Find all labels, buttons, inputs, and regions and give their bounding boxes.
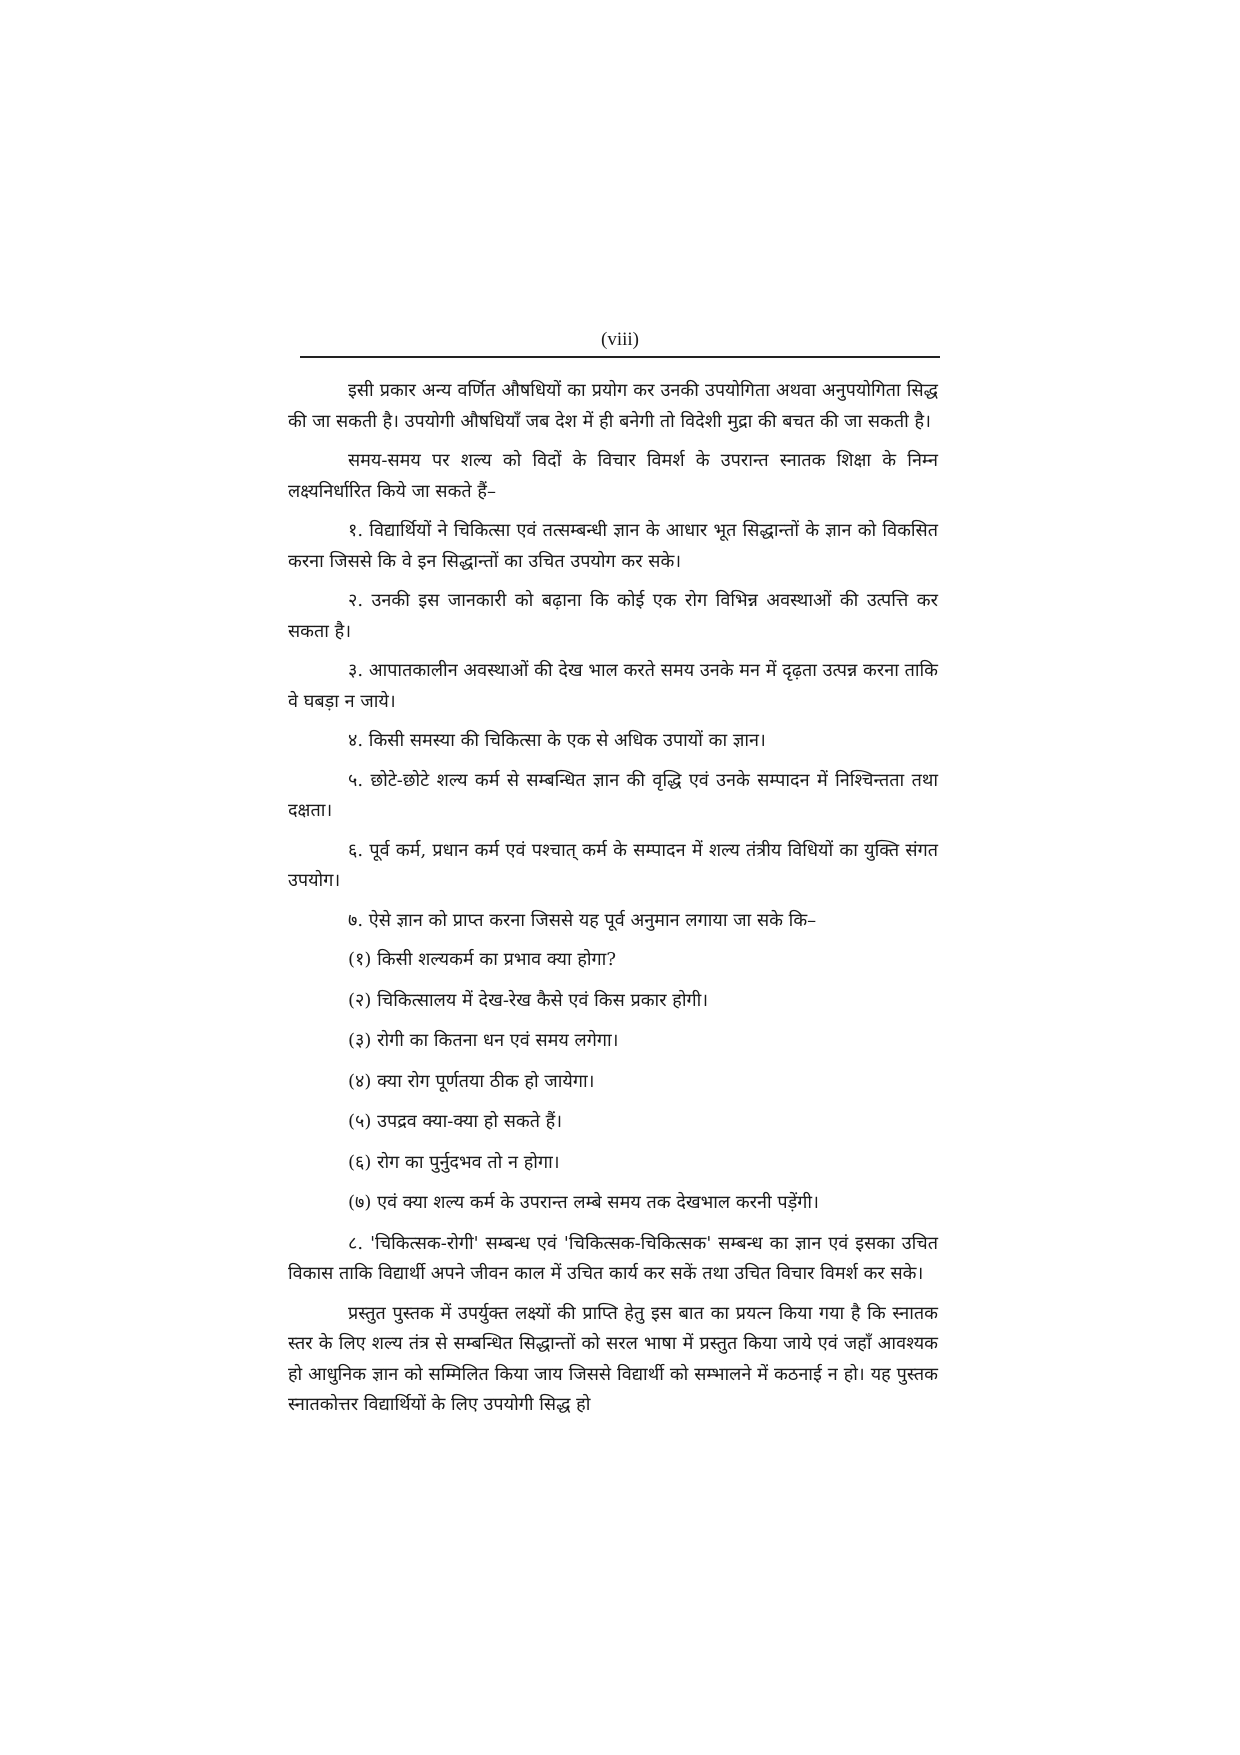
- sub-list-item: (१) किसी शल्यकर्म का प्रभाव क्या होगा?: [348, 949, 616, 970]
- list-item: ७. ऐसे ज्ञान को प्राप्त करना जिससे यह पूर्व अनुमान लगाया जा सके कि–: [348, 909, 817, 931]
- list-item: ४. किसी समस्या की चिकित्सा के एक से अधिक उपायों का ज्ञान।: [348, 730, 766, 751]
- list-item: २. उनकी इस जानकारी को बढ़ाना कि कोई एक रोग विभिन्न अवस्थाओं की उत्पत्ति कर सकता है।: [288, 590, 938, 642]
- sub-list-item: (५) उपद्रव क्या-क्या हो सकते हैं।: [348, 1111, 563, 1132]
- list-item: ८. 'चिकित्सक-रोगी' सम्बन्ध एवं 'चिकित्सक-चिकित्सक' सम्बन्ध का ज्ञान एवं इसका उचित विकास ताकि विद्यार्थी अपने जीवन काल में उचित कार्य कर सकें तथा उचित विचार विमर्श कर सके।: [288, 1232, 938, 1284]
- list-item: ६. पूर्व कर्म, प्रधान कर्म एवं पश्चात् कर्म के सम्पादन में शल्य तंत्रीय विधियों का युक्ति संगत उपयोग।: [288, 839, 938, 891]
- paragraph: समय-समय पर शल्य को विदों के विचार विमर्श के उपरान्त स्नातक शिक्षा के निम्न लक्ष्यनिर्धारित किये जा सकते हैं–: [288, 450, 938, 502]
- list-item: ३. आपातकालीन अवस्थाओं की देख भाल करते समय उनके मन में दृढ़ता उत्पन्न करना ताकि वे घबड़ा न जाये।: [288, 660, 938, 712]
- page-body: [288, 376, 938, 1430]
- list-item: १. विद्यार्थियों ने चिकित्सा एवं तत्सम्बन्धी ज्ञान के आधार भूत सिद्धान्तों के ज्ञान को विकसित करना जिससे कि वे इन सिद्धान्तों का उचित उपयोग कर सके।: [288, 520, 938, 572]
- sub-list-item: (४) क्या रोग पूर्णतया ठीक हो जायेगा।: [348, 1070, 595, 1092]
- paragraph: प्रस्तुत पुस्तक में उपर्युक्त लक्ष्यों की प्राप्ति हेतु इस बात का प्रयत्न किया गया है कि स्नातक स्तर के लिए शल्य तंत्र से सम्बन्धित सिद्धान्तों को सरल भाषा में प्रस्तुत किया जाये एवं जहाँ आवश्यक हो आधुनिक ज्ञान को सम्मिलित किया जाय जिससे विद्यार्थी को सम्भालने में कठनाई न हो। यह पुस्तक स्नातकोत्तर विद्यार्थियों के लिए उपयोगी सिद्ध हो: [288, 1302, 938, 1415]
- paragraph: इसी प्रकार अन्य वर्णित औषधियों का प्रयोग कर उनकी उपयोगिता अथवा अनुपयोगिता सिद्ध की जा सकती है। उपयोगी औषधियाँ जब देश में ही बनेगी तो विदेशी मुद्रा की बचत की जा सकती है।: [288, 380, 938, 432]
- page-number: (viii): [601, 329, 639, 350]
- header-rule: [300, 356, 940, 358]
- sub-list-item: (६) रोग का पुर्नुदभव तो न होगा।: [348, 1151, 560, 1173]
- sub-list-item: (३) रोगी का कितना धन एवं समय लगेगा।: [348, 1030, 619, 1051]
- list-item: ५. छोटे-छोटे शल्य कर्म से सम्बन्धित ज्ञान की वृद्धि एवं उनके सम्पादन में निश्चिन्तता तथा दक्षता।: [288, 769, 938, 821]
- sub-list-item: (७) एवं क्या शल्य कर्म के उपरान्त लम्बे समय तक देखभाल करनी पड़ेंगी।: [348, 1192, 819, 1213]
- sub-list-item: (२) चिकित्सालय में देख-रेख कैसे एवं किस प्रकार होगी।: [348, 989, 709, 1011]
